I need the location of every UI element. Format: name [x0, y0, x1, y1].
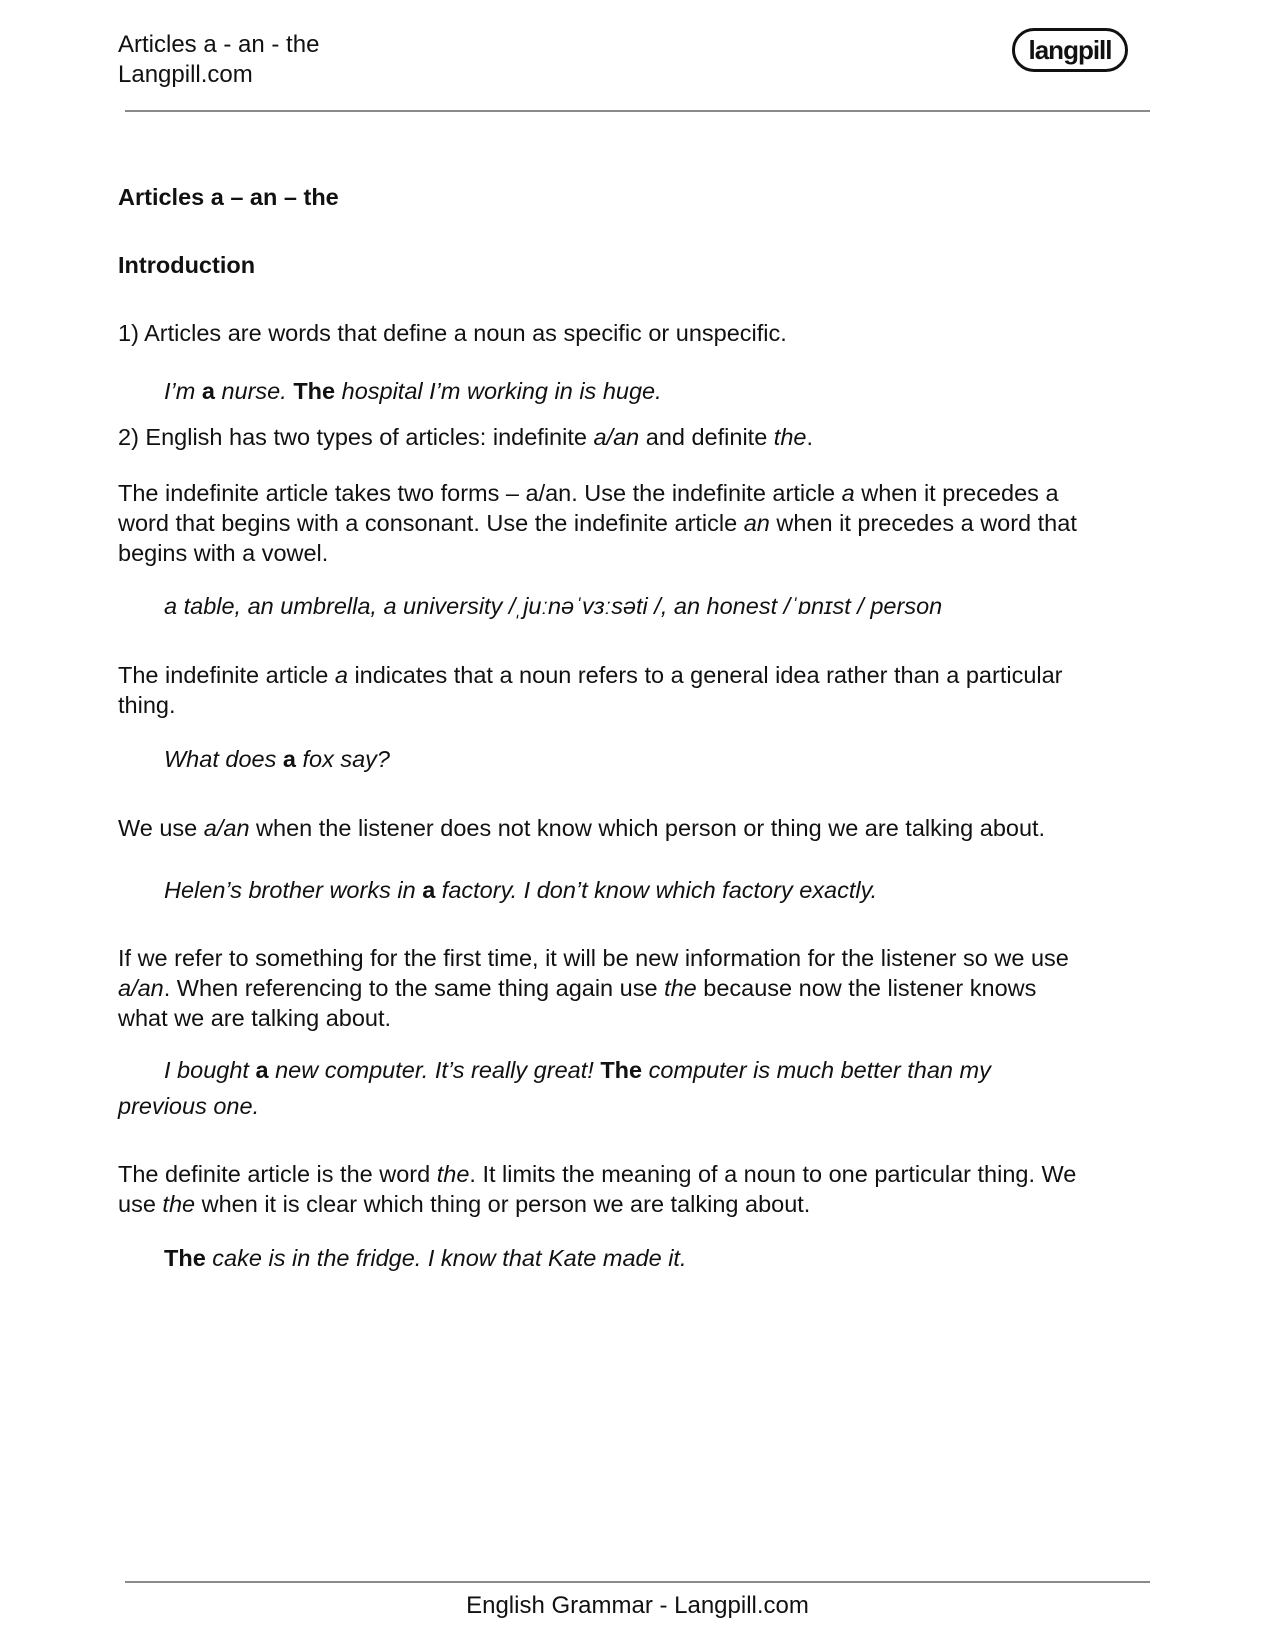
paragraph-4	[118, 660, 1158, 720]
example-1-text: hospital I’m working in is huge.	[335, 378, 662, 404]
example-6	[164, 1243, 686, 1273]
paragraph-4-line-1	[118, 660, 1158, 690]
paragraph-3	[118, 478, 1158, 568]
text: fox say?	[295, 746, 390, 772]
paragraph-6-line-2	[118, 973, 1158, 1003]
article: a	[255, 1057, 269, 1083]
term: the	[664, 975, 697, 1001]
term: the	[436, 1161, 470, 1187]
paragraph-6-line-3: what we are talking about.	[118, 1005, 392, 1031]
text: . When referencing to the same thing again use	[163, 975, 665, 1001]
text: computer is much better than my	[642, 1057, 991, 1083]
example-4	[164, 875, 877, 905]
footer-divider	[125, 1581, 1150, 1583]
document-header	[118, 30, 319, 90]
text: when it is clear which thing or person we are talking about.	[195, 1191, 811, 1217]
text: What does	[164, 746, 283, 772]
text: We use	[118, 815, 204, 841]
paragraph-3-line-1	[118, 478, 1158, 508]
text: indicates that a noun refers to a general idea rather than a particular	[347, 662, 1063, 688]
text: The indefinite article	[118, 662, 335, 688]
term: a/an	[203, 815, 250, 841]
term: a	[334, 662, 348, 688]
paragraph-2-text: and definite	[639, 424, 774, 450]
paragraph-5	[118, 813, 1158, 843]
text: The definite article is the word	[118, 1161, 437, 1187]
example-1-article-the: The	[293, 378, 336, 404]
text: The indefinite article takes two forms – a/an. Use the indefinite article	[118, 480, 842, 506]
paragraph-2-term: a/an	[593, 424, 640, 450]
langpill-logo: langpill	[1012, 28, 1128, 72]
term: a	[841, 480, 855, 506]
article: The	[600, 1057, 643, 1083]
header-divider	[125, 110, 1150, 112]
paragraph-6-line-1: If we refer to something for the first time, it will be new information for the listener so we use	[118, 945, 1069, 971]
example-1-text: I’m	[164, 378, 202, 404]
paragraph-7	[118, 1159, 1158, 1219]
text: when it precedes a	[854, 480, 1059, 506]
paragraph-2-term: the	[773, 424, 807, 450]
text: use	[118, 1191, 163, 1217]
header-title: Articles a - an - the	[118, 31, 320, 58]
article: a	[422, 877, 436, 903]
text: because now the listener knows	[696, 975, 1037, 1001]
example-5	[164, 1055, 991, 1085]
paragraph-4-line-2: thing.	[118, 692, 176, 718]
term: an	[743, 510, 770, 536]
text: cake is in the fridge. I know that Kate made it.	[205, 1245, 687, 1271]
text: Helen’s brother works in	[164, 877, 423, 903]
paragraph-3-line-2	[118, 508, 1158, 538]
text: . It limits the meaning of a noun to one particular thing. We	[469, 1161, 1077, 1187]
example-3	[164, 744, 390, 774]
text: when it precedes a word that	[769, 510, 1077, 536]
term: the	[162, 1191, 196, 1217]
paragraph-2-text: .	[806, 424, 813, 450]
example-1-text: nurse.	[214, 378, 294, 404]
term: a/an	[118, 975, 164, 1001]
text: I bought	[164, 1057, 256, 1083]
article: The	[164, 1245, 206, 1271]
paragraph-6	[118, 943, 1158, 1033]
paragraph-2-text: 2) English has two types of articles: indefinite	[118, 424, 594, 450]
example-1	[164, 376, 662, 406]
paragraph-1: 1) Articles are words that define a noun as specific or unspecific.	[118, 320, 787, 346]
example-2: a table, an umbrella, a university /ˌjuːnəˈvɜːsəti /, an honest /ˈɒnɪst / person	[164, 593, 943, 619]
paragraph-7-line-1	[118, 1159, 1158, 1189]
paragraph-7-line-2	[118, 1189, 1158, 1219]
text: when the listener does not know which person or thing we are talking about.	[249, 815, 1046, 841]
paragraph-3-line-3: begins with a vowel.	[118, 540, 329, 566]
page-title: Articles a – an – the	[118, 184, 339, 210]
article: a	[282, 746, 296, 772]
example-1-article-a: a	[201, 378, 215, 404]
section-heading: Introduction	[118, 252, 256, 278]
document-footer: English Grammar - Langpill.com	[466, 1592, 809, 1619]
text: new computer. It’s really great!	[268, 1057, 601, 1083]
text: word that begins with a consonant. Use the indefinite article	[118, 510, 744, 536]
text: factory. I don’t know which factory exactly.	[435, 877, 878, 903]
example-5-line-2: previous one.	[118, 1093, 260, 1119]
paragraph-2	[118, 422, 1158, 452]
header-site: Langpill.com	[118, 61, 253, 88]
